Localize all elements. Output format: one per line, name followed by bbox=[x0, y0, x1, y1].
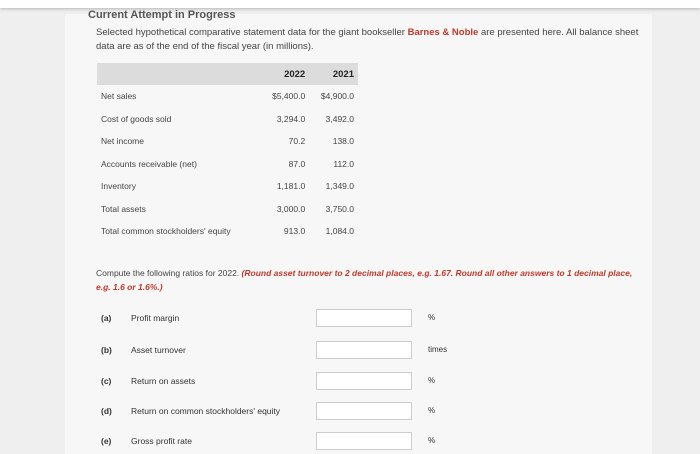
row-label: Net income bbox=[101, 136, 144, 147]
value-2021: 1,084.0 bbox=[325, 226, 354, 237]
attempt-status: Current Attempt in Progress bbox=[88, 9, 236, 21]
answer-input[interactable] bbox=[316, 341, 412, 359]
answer-input[interactable] bbox=[316, 402, 412, 420]
value-2022: 3,000.0 bbox=[276, 203, 306, 214]
brand-link[interactable]: Barnes & Noble bbox=[407, 27, 479, 38]
top-bar bbox=[0, 0, 700, 8]
table-row bbox=[97, 220, 358, 243]
value-2022: 70.2 bbox=[288, 136, 306, 147]
value-2021: 1,349.0 bbox=[325, 181, 354, 192]
header-2021: 2021 bbox=[309, 63, 358, 85]
value-2022: 1,181.0 bbox=[276, 181, 306, 192]
question-row bbox=[101, 309, 661, 329]
question-label: Profit margin bbox=[131, 313, 180, 323]
financial-data-table bbox=[97, 63, 358, 243]
intro-before: Selected hypothetical comparative statement data for the giant bookseller bbox=[96, 27, 408, 38]
header-2022: 2022 bbox=[260, 63, 309, 85]
row-label: Inventory bbox=[101, 181, 136, 192]
row-label: Net sales bbox=[101, 91, 137, 102]
value-2021: 112.0 bbox=[333, 158, 354, 169]
value-2021: 3,750.0 bbox=[325, 203, 354, 214]
value-2022: 3,294.0 bbox=[276, 113, 306, 124]
value-2022: 87.0 bbox=[288, 158, 306, 169]
row-label: Total assets bbox=[101, 203, 146, 214]
question-row bbox=[101, 432, 661, 452]
row-label: Accounts receivable (net) bbox=[101, 158, 197, 169]
instructions-text: Compute the following ratios for 2022. bbox=[96, 268, 242, 278]
table-row bbox=[97, 198, 358, 221]
question-letter: (c) bbox=[101, 376, 112, 386]
question-letter: (a) bbox=[101, 313, 112, 323]
answer-input[interactable] bbox=[316, 372, 412, 390]
value-2021: 138.0 bbox=[332, 136, 354, 147]
question-row bbox=[101, 341, 661, 361]
table-row bbox=[97, 108, 358, 131]
unit-label: % bbox=[428, 313, 436, 322]
table-row bbox=[97, 153, 358, 176]
question-letter: (b) bbox=[101, 345, 112, 355]
intro-after: are presented here. All balance sheet data are as of the end of the fiscal year (in millions). bbox=[96, 27, 639, 52]
value-2022: 913.0 bbox=[283, 226, 306, 237]
header-blank bbox=[97, 63, 260, 85]
unit-label: times bbox=[428, 345, 448, 354]
question-row bbox=[101, 372, 661, 392]
answer-input[interactable] bbox=[316, 309, 412, 327]
table-row bbox=[97, 175, 358, 198]
unit-label: % bbox=[428, 376, 436, 385]
row-label: Cost of goods sold bbox=[101, 113, 172, 124]
question-letter: (e) bbox=[101, 436, 112, 446]
value-2022: $5,400.0 bbox=[272, 91, 306, 102]
question-label: Asset turnover bbox=[131, 345, 186, 355]
value-2021: $4,900.0 bbox=[320, 91, 354, 102]
unit-label: % bbox=[428, 436, 436, 445]
answer-input[interactable] bbox=[316, 432, 412, 450]
question-label: Gross profit rate bbox=[131, 436, 192, 446]
table-row bbox=[97, 130, 358, 153]
unit-label: % bbox=[428, 406, 436, 415]
value-2021: 3,492.0 bbox=[325, 113, 354, 124]
question-row bbox=[101, 402, 661, 422]
question-label: Return on common stockholders' equity bbox=[131, 406, 281, 416]
instructions bbox=[96, 266, 646, 294]
row-label: Total common stockholders' equity bbox=[101, 226, 231, 237]
table-row bbox=[97, 85, 358, 108]
question-letter: (d) bbox=[101, 406, 112, 416]
question-label: Return on assets bbox=[131, 376, 196, 386]
intro-text bbox=[96, 26, 646, 54]
rounding-note: (Round asset turnover to 2 decimal places, e.g. 1.67. Round all other answers to 1 decimal place, e.g. 1.6 or 1.6%.) bbox=[96, 268, 633, 292]
